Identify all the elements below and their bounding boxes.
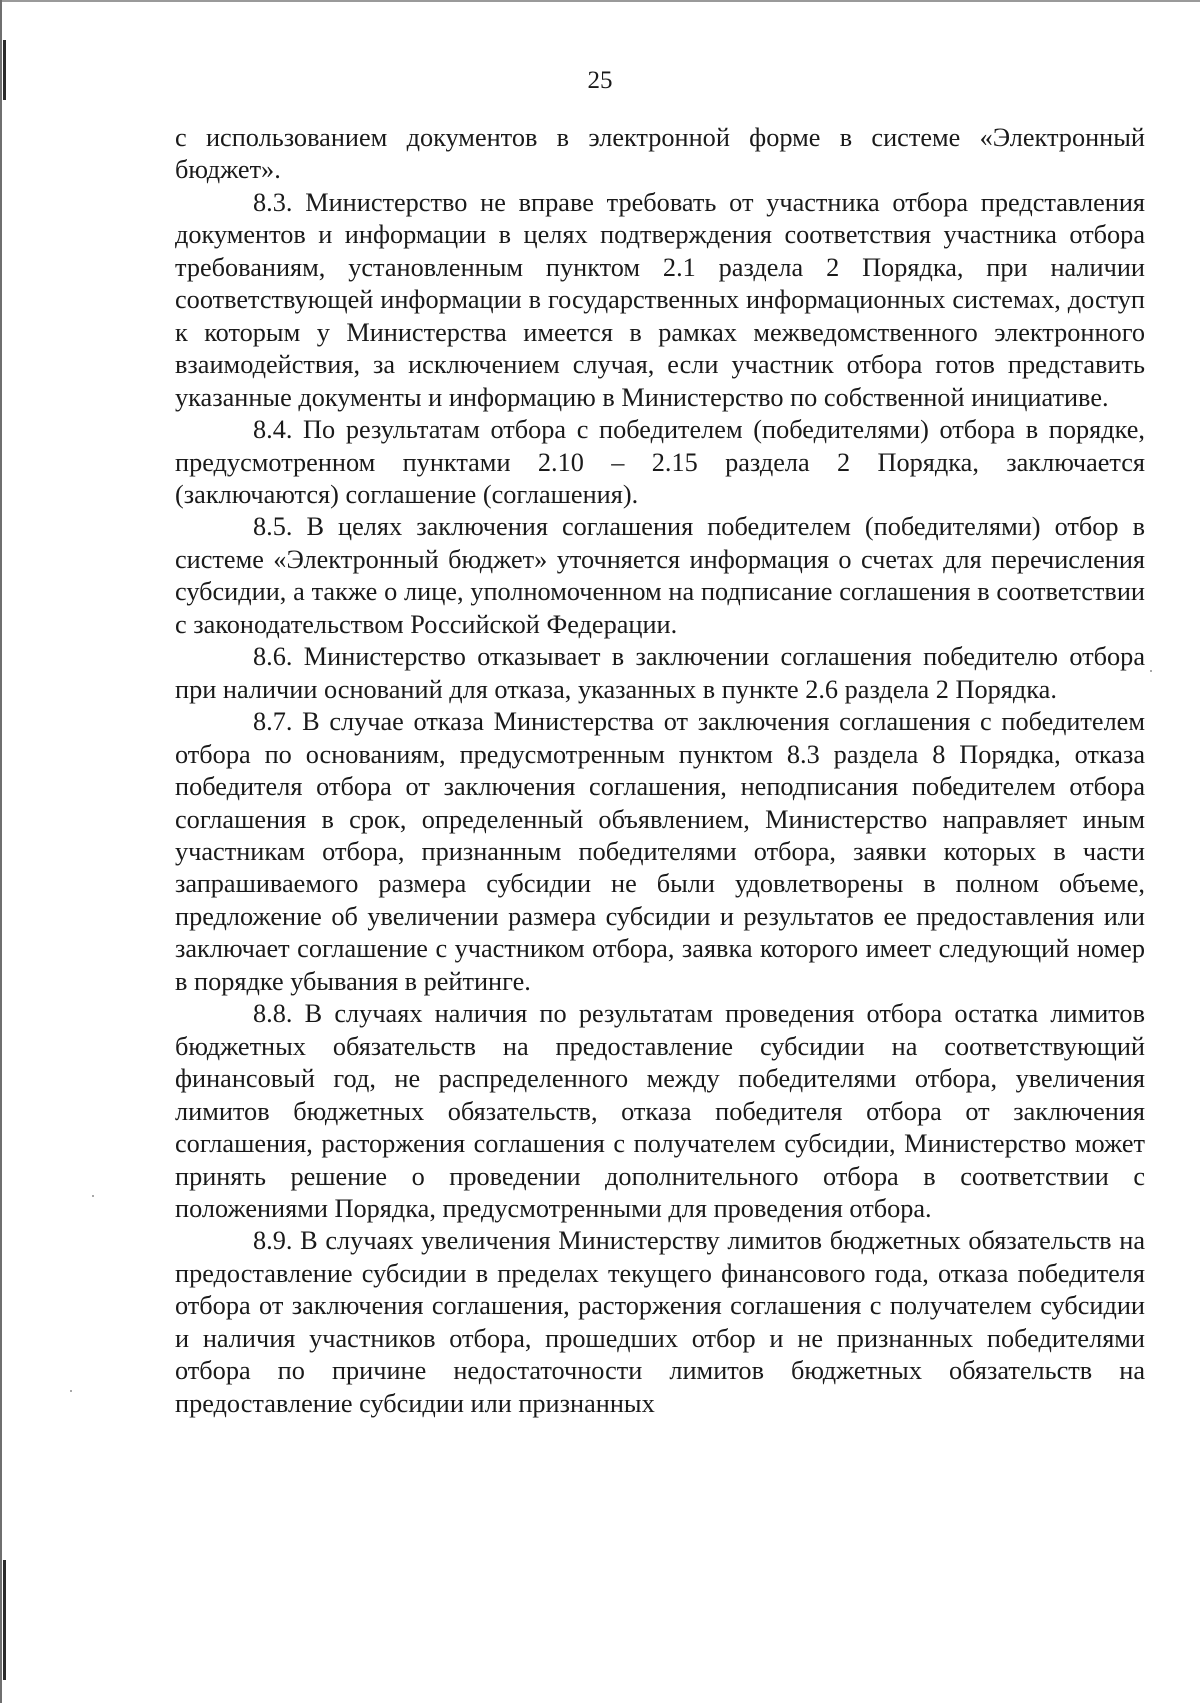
paragraph-8-6: 8.6. Министерство отказывает в заключении соглашения победителю отбора при наличии оснований для отказа, указанных в пункте 2.6 раздела 2 Порядка. bbox=[175, 642, 1145, 704]
scan-speck bbox=[1150, 670, 1152, 672]
page-number: 25 bbox=[587, 67, 613, 94]
paragraph-8-5: 8.5. В целях заключения соглашения победителем (победителями) отбор в системе «Электронный бюджет» уточняется информация о счетах для перечисления субсидии, а также о лице, уполномоченном на подписание соглашения в соответствии с законодательством Российской Федерации. bbox=[175, 512, 1145, 639]
scan-left-edge bbox=[0, 0, 2, 1703]
paragraph-8-3: 8.3. Министерство не вправе требовать от участника отбора представления документов и информации в целях подтверждения соответствия участника отбора требованиям, установленным пунктом 2.1 раздела 2 Порядка, при наличии соответствующей информации в государственных информационных системах, доступ к которым у Министерства имеется в рамках межведомственного электронного взаимодействия, за исключением случая, если участник отбора готов представить указанные документы и информацию в Министерство по собственной инициативе. bbox=[175, 187, 1145, 412]
paragraph-8-9: 8.9. В случаях увеличения Министерству лимитов бюджетных обязательств на предоставление субсидии в пределах текущего финансового года, отказа победителя отбора от заключения соглашения, расторжения соглашения с получателем субсидии и наличия участников отбора, прошедших отбор и не признанных победителями отбора по причине недостаточности лимитов бюджетных обязательств на предоставление субсидии или признанных bbox=[175, 1226, 1145, 1418]
scan-speck bbox=[70, 1390, 72, 1392]
paragraph-8-4: 8.4. По результатам отбора с победителем (победителями) отбора в порядке, предусмотренном пунктами 2.10 – 2.15 раздела 2 Порядка, заключается (заключаются) соглашение (соглашения). bbox=[175, 415, 1145, 509]
document-body bbox=[175, 122, 1145, 1420]
scan-binding-mark bbox=[3, 1560, 6, 1680]
paragraph-8-8: 8.8. В случаях наличия по результатам проведения отбора остатка лимитов бюджетных обязательств на предоставление субсидии на соответствующий финансовый год, не распределенного между победителями отбора, увеличения лимитов бюджетных обязательств, отказа победителя отбора от заключения соглашения, расторжения соглашения с получателем субсидии, Министерство может принять решение о проведении дополнительного отбора в соответствии с положениями Порядка, предусмотренными для проведения отбора. bbox=[175, 999, 1145, 1223]
paragraph-8-7: 8.7. В случае отказа Министерства от заключения соглашения с победителем отбора по основаниям, предусмотренным пунктом 8.3 раздела 8 Порядка, отказа победителя отбора от заключения соглашения, неподписания победителем отбора соглашения в срок, определенный объявлением, Министерство направляет иным участникам отбора, признанным победителями отбора, заявки которых в части запрашиваемого размера субсидии не были удовлетворены в полном объеме, предложение об увеличении размера субсидии и результатов ее предоставления или заключает соглашение с участником отбора, заявка которого имеет следующий номер в порядке убывания в рейтинге. bbox=[175, 707, 1145, 996]
paragraph-continuation: с использованием документов в электронной форме в системе «Электронный бюджет». bbox=[175, 123, 1145, 185]
scan-top-edge bbox=[0, 0, 1200, 2]
scan-speck bbox=[92, 1195, 94, 1197]
